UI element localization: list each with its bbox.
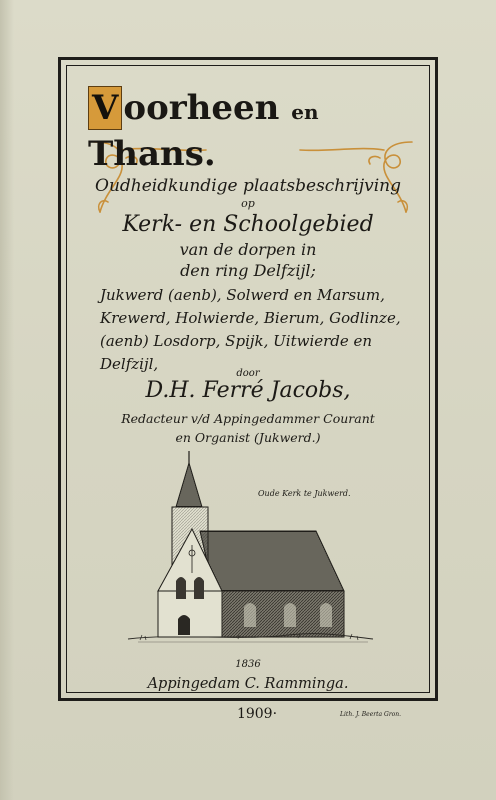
church-illustration [118, 449, 378, 659]
author-role-line-1: Redacteur v/d Appingedammer Courant [121, 411, 375, 426]
subtitle-line-3: van de dorpen in [179, 240, 317, 259]
places-line-4: Delfzijl, [100, 355, 159, 373]
places-line-1: Jukwerd (aenb), Solwerd en Marsum, [100, 286, 385, 304]
author-name: D.H. Ferré Jacobs, [145, 378, 351, 403]
door-label: door [236, 368, 260, 379]
places-list [100, 284, 418, 376]
title-word-1: oorheen [123, 88, 280, 128]
subtitle-line-1: Oudheidkundige plaatsbeschrijving [95, 176, 401, 196]
title-en: en [291, 100, 319, 124]
subtitle-line-4: den ring Delfzijl; [180, 261, 316, 280]
author-role-line-2: en Organist (Jukwerd.) [175, 430, 321, 445]
subtitle-line-2: Kerk- en Schoolgebied [122, 212, 374, 237]
illustration-caption: Oude Kerk te Jukwerd. [258, 489, 351, 498]
title-word-2: Thans. [88, 134, 216, 174]
places-line-2: Krewerd, Holwierde, Bierum, Godlinze, [100, 309, 401, 327]
publisher-line: Appingedam C. Ramminga. [147, 676, 349, 692]
title-initial: V [88, 86, 122, 130]
subtitle-op: op [241, 197, 255, 210]
lithographer-credit: Lith. J. Beerta Gron. [340, 711, 402, 718]
illustration-year: 1836 [235, 659, 261, 670]
places-line-3: (aenb) Losdorp, Spijk, Uitwierde en [100, 332, 373, 350]
cover-title [88, 86, 418, 175]
publication-year: 1909· [236, 706, 278, 722]
